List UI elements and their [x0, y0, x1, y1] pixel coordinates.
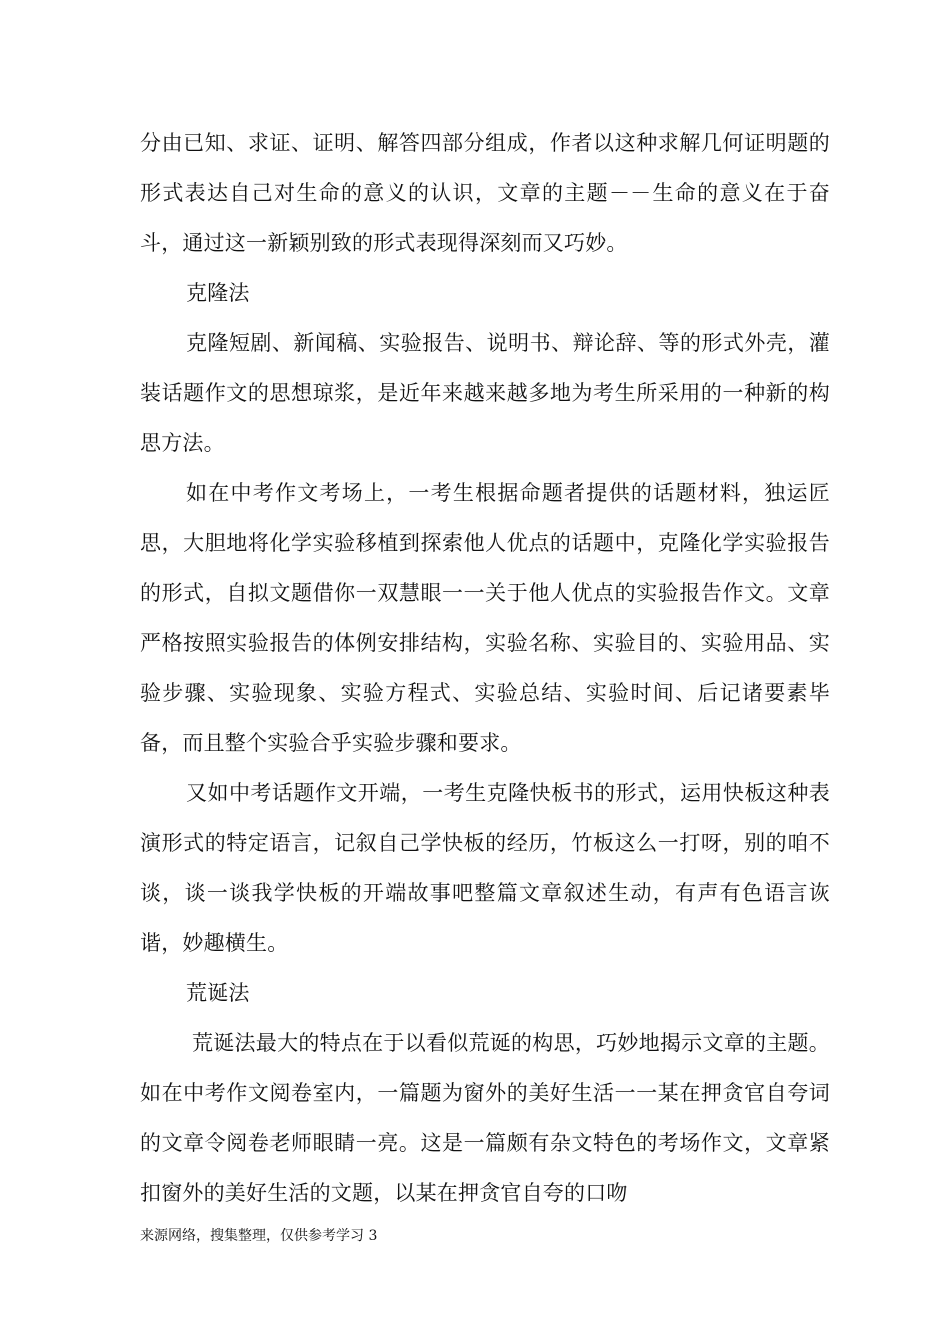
paragraph-absurd-intro: 荒诞法最大的特点在于以看似荒诞的构思，巧妙地揭示文章的主题。如在中考作文阅卷室内，一篇题为窗外的美好生活一一某在押贪官自夸词的文章令阅卷老师眼睛一亮。这是一篇颇有杂文特色的考场作文，文章紧扣窗外的美好生活的文题，以某在押贪官自夸的口吻 — [140, 1031, 830, 1205]
section-heading-clone: 克隆法 — [186, 281, 250, 305]
paragraph-kuaiban-example: 又如中考话题作文开端，一考生克隆快板书的形式，运用快板这种表演形式的特定语言，记叙自己学快板的经历，竹板这么一打呀，别的咱不谈，谈一谈我学快板的开端故事吧整篇文章叙述生动，有声有色语言诙谐，妙趣横生。 — [140, 781, 830, 955]
page-footer: 来源网络，搜集整理，仅供参考学习 3 — [140, 1228, 378, 1244]
section-heading-absurd: 荒诞法 — [186, 981, 250, 1005]
document-body — [140, 118, 830, 1218]
paragraph-clone-intro: 克隆短剧、新闻稿、实验报告、说明书、辩论辞、等的形式外壳，灌装话题作文的思想琼浆，是近年来越来越多地为考生所采用的一种新的构思方法。 — [140, 331, 830, 455]
paragraph-chem-report-example: 如在中考作文考场上，一考生根据命题者提供的话题材料，独运匠思，大胆地将化学实验移植到探索他人优点的话题中，克隆化学实验报告的形式，自拟文题借你一双慧眼一一关于他人优点的实验报告作文。文章严格按照实验报告的体例安排结构，实验名称、实验目的、实验用品、实验步骤、实验现象、实验方程式、实验总结、实验时间、后记诸要素毕备，而且整个实验合乎实验步骤和要求。 — [140, 481, 830, 755]
paragraph-geometry-proof: 分由已知、求证、证明、解答四部分组成，作者以这种求解几何证明题的形式表达自己对生命的意义的认识，文章的主题－－生命的意义在于奋斗，通过这一新颖别致的形式表现得深刻而又巧妙。 — [140, 131, 830, 255]
